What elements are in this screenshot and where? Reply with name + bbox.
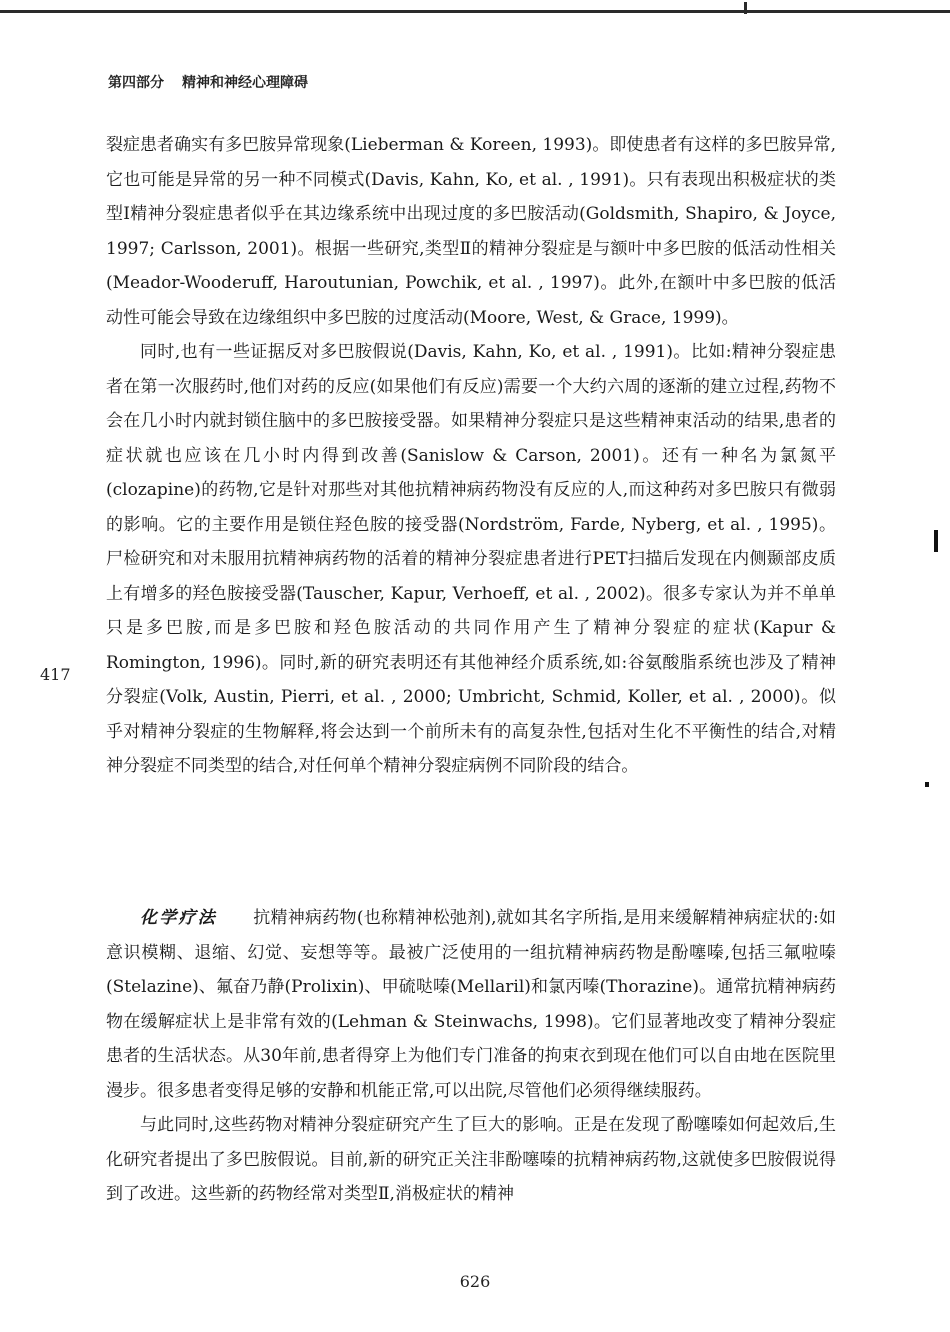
paragraph-chemotherapy-text: 抗精神病药物(也称精神松弛剂),就如其名字所指,是用来缓解精神病症状的:如意识模糊、退缩、幻觉、妄想等等。最被广泛使用的一组抗精神病药物是酚噻嗪,包括三氟啦嗪(Stelazine)、氟奋乃静(Prolixin)、甲硫哒嗪(Mellaril)和氯丙嗪(Thorazine)。通常抗精神病药物在缓解症状上是非常有效的(Lehman & Steinwachs, 1998)。它们显著地改变了精神分裂症患者的生活状态。从30年前,患者得穿上为他们专门准备的拘束衣到现在他们可以自由地在医院里漫步。很多患者变得足够的安静和机能正常,可以出院,尽管他们必须得继续服药。	[106, 908, 836, 1101]
scan-artifact-dot	[925, 782, 929, 787]
page-number: 626	[459, 1272, 491, 1291]
paragraph-research-impact: 与此同时,这些药物对精神分裂症研究产生了巨大的影响。正是在发现了酚噻嗪如何起效后,生化研究者提出了多巴胺假说。目前,新的研究正关注非酚噻嗪的抗精神病药物,这就使多巴胺假说得到了改进。这些新的药物经常对类型Ⅱ,消极症状的精神	[106, 1115, 836, 1204]
top-border-tick	[744, 2, 747, 14]
top-border-line	[0, 10, 950, 13]
header-title: 精神和神经心理障碍	[182, 75, 308, 91]
paragraph-chemotherapy-intro	[106, 901, 836, 1108]
running-header	[108, 72, 308, 92]
scan-artifact-mark	[934, 530, 938, 552]
paragraph-dopamine-evidence: 裂症患者确实有多巴胺异常现象(Lieberman & Koreen, 1993)。即使患者有这样的多巴胺异常,它也可能是异常的另一种不同模式(Davis, Kahn, Ko, et al. , 1991)。只有表现出积极症状的类型Ⅰ精神分裂症患者似乎在其边缘系统中出现过度的多巴胺活动(Goldsmith, Shapiro, & Joyce, 1997; Carlsson, 2001)。根据一些研究,类型Ⅱ的精神分裂症是与额叶中多巴胺的低活动性相关(Meador-Wooderuff, Haroutunian, Powchik, et al. , 1997)。此外,在额叶中多巴胺的低活动性可能会导致在边缘组织中多巴胺的过度活动(Moore, West, & Grace, 1999)。	[106, 135, 836, 328]
section-heading: 化学疗法	[140, 908, 218, 928]
paragraph-dopamine-counter-evidence: 同时,也有一些证据反对多巴胺假说(Davis, Kahn, Ko, et al. , 1991)。比如:精神分裂症患者在第一次服药时,他们对药的反应(如果他们有反应)需要一个大约六周的逐渐的建立过程,药物不会在几小时内就封锁住脑中的多巴胺接受器。如果精神分裂症只是这些精神束活动的结果,患者的症状就也应该在几小时内得到改善(Sanislow & Carson, 2001)。还有一种名为氯氮平(clozapine)的药物,它是针对那些对其他抗精神病药物没有反应的人,而这种药对多巴胺只有微弱的影响。它的主要作用是锁住羟色胺的接受器(Nordström, Farde, Nyberg, et al. , 1995)。尸检研究和对未服用抗精神病药物的活着的精神分裂症患者进行PET扫描后发现在内侧颞部皮质上有增多的羟色胺接受器(Tauscher, Kapur, Verhoeff, et al. , 2002)。很多专家认为并不单单只是多巴胺,而是多巴胺和羟色胺活动的共同作用产生了精神分裂症的症状(Kapur & Romington, 1996)。同时,新的研究表明还有其他神经介质系统,如:谷氨酸脂系统也涉及了精神分裂症(Volk, Austin, Pierri, et al. , 2000; Umbricht, Schmid, Koller, et al. , 2000)。似乎对精神分裂症的生物解释,将会达到一个前所未有的高复杂性,包括对生化不平衡性的结合,对精神分裂症不同类型的结合,对任何单个精神分裂症病例不同阶段的结合。	[106, 342, 836, 776]
section-chemotherapy	[106, 901, 836, 1212]
margin-line-number: 417	[40, 665, 71, 684]
body-text-upper	[106, 128, 836, 784]
header-part: 第四部分	[108, 75, 164, 91]
